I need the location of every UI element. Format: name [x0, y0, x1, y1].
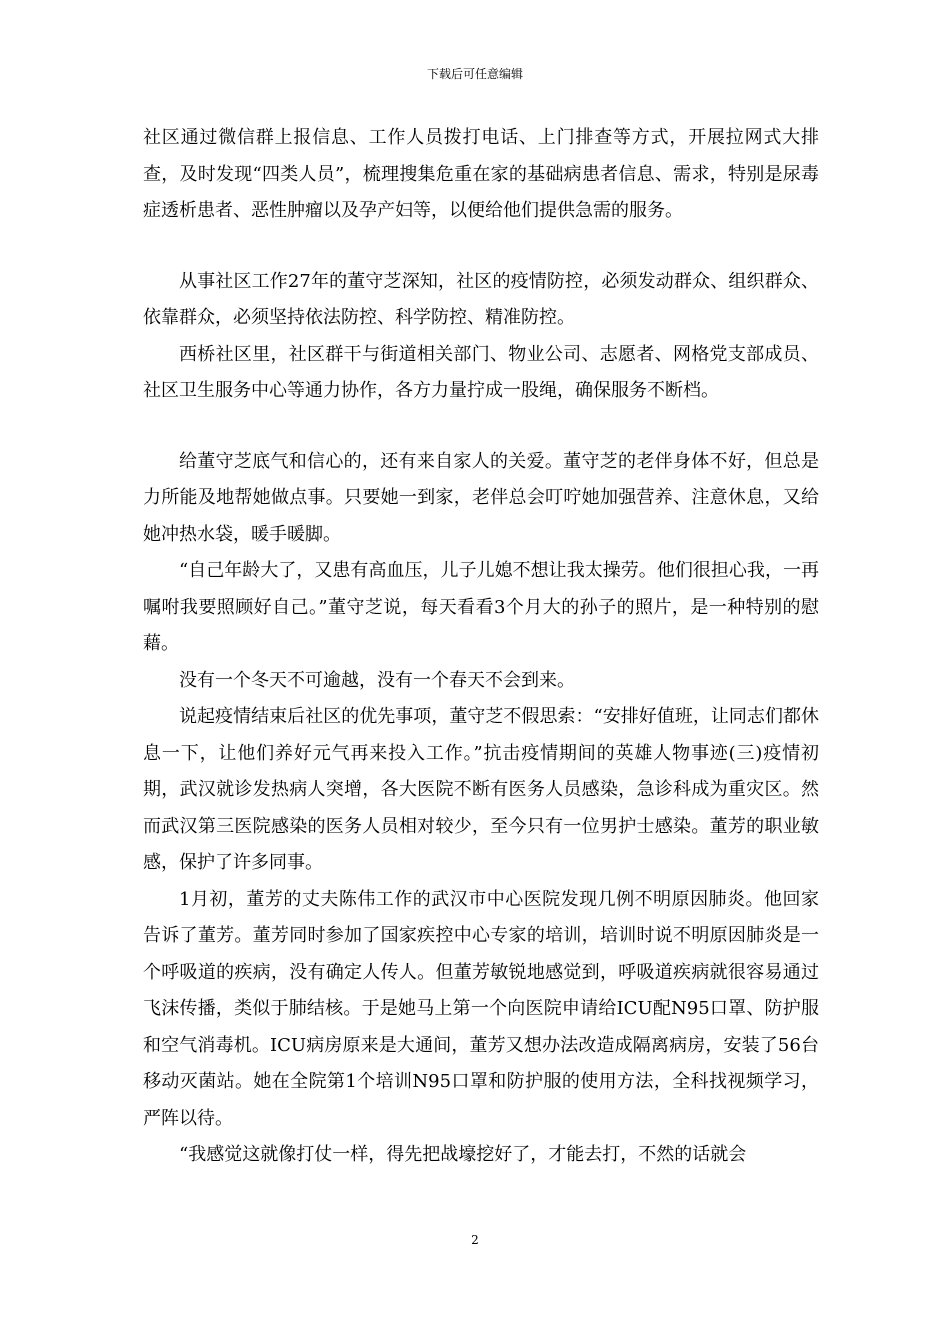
paragraph-9: “我感觉这就像打仗一样，得先把战壕挖好了，才能去打，不然的话就会 — [179, 1144, 747, 1165]
paragraph-3: 西桥社区里，社区群干与街道相关部门、物业公司、志愿者、网格党支部成员、社区卫生服务中心等通力协作，各方力量拧成一股绳，确保服务不断档。 — [143, 343, 819, 401]
paragraph-8: 1月初，董芳的丈夫陈伟工作的武汉市中心医院发现几例不明原因肺炎。他回家告诉了董芳。董芳同时参加了国家疾控中心专家的培训，培训时说不明原因肺炎是一个呼吸道的疾病，没有确定人传人。但董芳敏锐地感觉到，呼吸道疾病就很容易通过飞沫传播，类似于肺结核。于是她马上第一个向医院申请给ICU配N95口罩、防护服和空气消毒机。ICU病房原来是大通间，董芳又想办法改造成隔离病房，安装了56台移动灭菌站。她在全院第1个培训N95口罩和防护服的使用方法，全科找视频学习，严阵以待。 — [143, 888, 819, 1129]
paragraph-4: 给董守芝底气和信心的，还有来自家人的关爱。董守芝的老伴身体不好，但总是力所能及地帮她做点事。只要她一到家，老伴总会叮咛她加强营养、注意休息，又给她冲热水袋，暖手暖脚。 — [143, 450, 819, 545]
paragraph-2: 从事社区工作27年的董守芝深知，社区的疫情防控，必须发动群众、组织群众、依靠群众，必须坚持依法防控、科学防控、精准防控。 — [143, 270, 819, 328]
page-number: 2 — [471, 1233, 479, 1247]
document-body — [143, 120, 819, 1174]
paragraph-7: 说起疫情结束后社区的优先事项，董守芝不假思索：“安排好值班，让同志们都休息一下，让他们养好元气再来投入工作。”抗击疫情期间的英雄人物事迹(三)疫情初期，武汉就诊发热病人突增，各大医院不断有医务人员感染，急诊科成为重灾区。然而武汉第三医院感染的医务人员相对较少，至今只有一位男护士感染。董芳的职业敏感，保护了许多同事。 — [143, 706, 819, 873]
paragraph-6: 没有一个冬天不可逾越，没有一个春天不会到来。 — [179, 669, 575, 691]
paragraph-5: “自己年龄大了，又患有高血压，儿子儿媳不想让我太操劳。他们很担心我，一再嘱咐我要照顾好自己。”董守芝说，每天看看3个月大的孙子的照片，是一种特别的慰藉。 — [143, 560, 819, 654]
page-header: 下载后可任意编辑 — [426, 67, 523, 81]
paragraph-1: 社区通过微信群上报信息、工作人员拨打电话、上门排查等方式，开展拉网式大排查，及时发现“四类人员”，梳理搜集危重在家的基础病患者信息、需求，特别是尿毒症透析患者、恶性肿瘤以及孕产妇等，以便给他们提供急需的服务。 — [143, 127, 819, 221]
